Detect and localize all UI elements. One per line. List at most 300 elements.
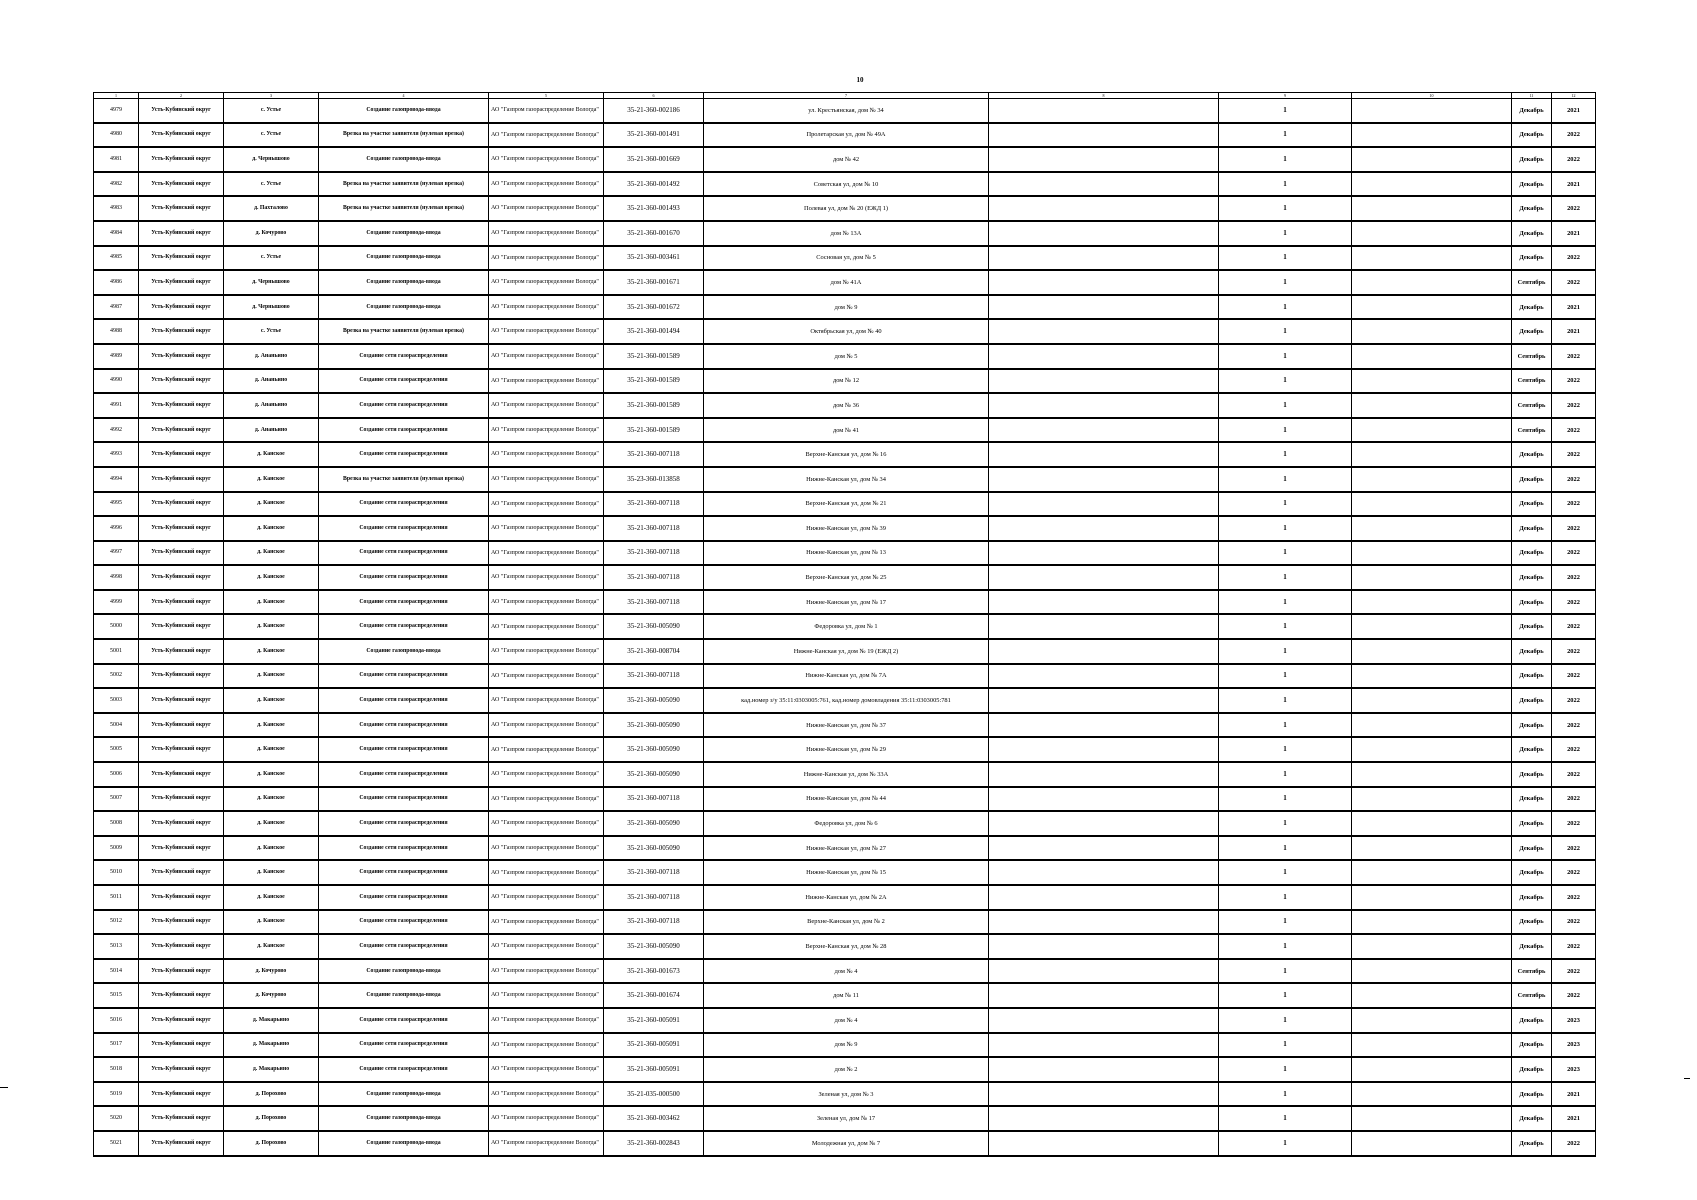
settlement-cell: д. Макарьино bbox=[224, 1033, 319, 1058]
month-cell: Декабрь bbox=[1512, 1057, 1552, 1082]
settlement-cell: д. Канское bbox=[224, 541, 319, 566]
work-type-cell: Создание сети газораспределения bbox=[319, 737, 489, 762]
organization-cell: АО "Газпром газораспределение Вологда" bbox=[489, 1131, 604, 1156]
year-cell: 2021 bbox=[1552, 1082, 1596, 1107]
quantity-cell: 1 bbox=[1219, 196, 1352, 221]
address-cell: Федоровка ул, дом № 1 bbox=[704, 614, 989, 639]
organization-cell: АО "Газпром газораспределение Вологда" bbox=[489, 270, 604, 295]
year-cell: 2022 bbox=[1552, 344, 1596, 369]
gasification-schedule-table bbox=[93, 92, 1596, 1157]
work-type-cell: Врезка на участке заявителя (нулевая врезка) bbox=[319, 196, 489, 221]
row-number-cell: 4995 bbox=[94, 492, 139, 517]
address-cell: Нижне-Канская ул, дом № 7А bbox=[704, 664, 989, 689]
column-8-cell bbox=[989, 418, 1219, 443]
application-number-cell: 35-21-360-007118 bbox=[604, 664, 704, 689]
work-type-cell: Создание сети газораспределения bbox=[319, 614, 489, 639]
quantity-cell: 1 bbox=[1219, 1033, 1352, 1058]
district-cell: Усть-Кубинский округ bbox=[139, 541, 224, 566]
settlement-cell: д. Кочурово bbox=[224, 221, 319, 246]
application-number-cell: 35-21-360-007118 bbox=[604, 860, 704, 885]
district-cell: Усть-Кубинский округ bbox=[139, 369, 224, 394]
column-10-cell bbox=[1352, 565, 1512, 590]
address-cell: Нижне-Канская ул, дом № 44 bbox=[704, 787, 989, 812]
year-cell: 2022 bbox=[1552, 196, 1596, 221]
application-number-cell: 35-21-360-005090 bbox=[604, 811, 704, 836]
month-cell: Декабрь bbox=[1512, 737, 1552, 762]
application-number-cell: 35-21-360-001492 bbox=[604, 172, 704, 197]
address-cell: Нижне-Канская ул, дом № 19 (ЕЖД 2) bbox=[704, 639, 989, 664]
row-number-cell: 5014 bbox=[94, 959, 139, 984]
month-cell: Декабрь bbox=[1512, 221, 1552, 246]
settlement-cell: д. Ананьино bbox=[224, 418, 319, 443]
address-cell: дом № 42 bbox=[704, 147, 989, 172]
column-8-cell bbox=[989, 664, 1219, 689]
table-row bbox=[94, 492, 1596, 517]
application-number-cell: 35-21-360-003462 bbox=[604, 1106, 704, 1131]
quantity-cell: 1 bbox=[1219, 99, 1352, 123]
column-header: 7 bbox=[704, 93, 989, 99]
district-cell: Усть-Кубинский округ bbox=[139, 934, 224, 959]
column-10-cell bbox=[1352, 614, 1512, 639]
quantity-cell: 1 bbox=[1219, 369, 1352, 394]
work-type-cell: Создание сети газораспределения bbox=[319, 836, 489, 861]
table-row bbox=[94, 787, 1596, 812]
quantity-cell: 1 bbox=[1219, 344, 1352, 369]
application-number-cell: 35-21-360-001671 bbox=[604, 270, 704, 295]
month-cell: Декабрь bbox=[1512, 172, 1552, 197]
month-cell: Декабрь bbox=[1512, 1131, 1552, 1156]
organization-cell: АО "Газпром газораспределение Вологда" bbox=[489, 762, 604, 787]
quantity-cell: 1 bbox=[1219, 393, 1352, 418]
row-number-cell: 5015 bbox=[94, 983, 139, 1008]
table-row bbox=[94, 762, 1596, 787]
organization-cell: АО "Газпром газораспределение Вологда" bbox=[489, 983, 604, 1008]
quantity-cell: 1 bbox=[1219, 1131, 1352, 1156]
month-cell: Сентябрь bbox=[1512, 959, 1552, 984]
row-number-cell: 4991 bbox=[94, 393, 139, 418]
district-cell: Усть-Кубинский округ bbox=[139, 196, 224, 221]
row-number-cell: 5012 bbox=[94, 910, 139, 935]
organization-cell: АО "Газпром газораспределение Вологда" bbox=[489, 713, 604, 738]
settlement-cell: д. Канское bbox=[224, 934, 319, 959]
month-cell: Декабрь bbox=[1512, 1033, 1552, 1058]
district-cell: Усть-Кубинский округ bbox=[139, 1033, 224, 1058]
year-cell: 2022 bbox=[1552, 393, 1596, 418]
organization-cell: АО "Газпром газораспределение Вологда" bbox=[489, 393, 604, 418]
column-8-cell bbox=[989, 99, 1219, 123]
district-cell: Усть-Кубинский округ bbox=[139, 885, 224, 910]
application-number-cell: 35-21-360-001493 bbox=[604, 196, 704, 221]
application-number-cell: 35-21-360-007118 bbox=[604, 565, 704, 590]
table-row bbox=[94, 688, 1596, 713]
address-cell: дом № 5 bbox=[704, 344, 989, 369]
year-cell: 2022 bbox=[1552, 713, 1596, 738]
work-type-cell: Создание сети газораспределения bbox=[319, 369, 489, 394]
column-8-cell bbox=[989, 196, 1219, 221]
year-cell: 2022 bbox=[1552, 934, 1596, 959]
month-cell: Декабрь bbox=[1512, 590, 1552, 615]
settlement-cell: д. Кочурово bbox=[224, 983, 319, 1008]
organization-cell: АО "Газпром газораспределение Вологда" bbox=[489, 688, 604, 713]
table-row bbox=[94, 369, 1596, 394]
table-row bbox=[94, 1033, 1596, 1058]
row-number-cell: 5001 bbox=[94, 639, 139, 664]
application-number-cell: 35-21-360-001669 bbox=[604, 147, 704, 172]
district-cell: Усть-Кубинский округ bbox=[139, 910, 224, 935]
organization-cell: АО "Газпром газораспределение Вологда" bbox=[489, 1008, 604, 1033]
work-type-cell: Создание газопровода-ввода bbox=[319, 270, 489, 295]
settlement-cell: д. Чернышово bbox=[224, 270, 319, 295]
column-10-cell bbox=[1352, 885, 1512, 910]
organization-cell: АО "Газпром газораспределение Вологда" bbox=[489, 295, 604, 320]
quantity-cell: 1 bbox=[1219, 614, 1352, 639]
year-cell: 2022 bbox=[1552, 565, 1596, 590]
year-cell: 2022 bbox=[1552, 688, 1596, 713]
column-8-cell bbox=[989, 811, 1219, 836]
district-cell: Усть-Кубинский округ bbox=[139, 123, 224, 148]
organization-cell: АО "Газпром газораспределение Вологда" bbox=[489, 614, 604, 639]
district-cell: Усть-Кубинский округ bbox=[139, 344, 224, 369]
row-number-cell: 4985 bbox=[94, 246, 139, 271]
work-type-cell: Создание сети газораспределения bbox=[319, 787, 489, 812]
work-type-cell: Создание газопровода-ввода bbox=[319, 639, 489, 664]
row-number-cell: 4998 bbox=[94, 565, 139, 590]
settlement-cell: д. Макарьино bbox=[224, 1008, 319, 1033]
year-cell: 2023 bbox=[1552, 1033, 1596, 1058]
quantity-cell: 1 bbox=[1219, 270, 1352, 295]
row-number-cell: 5006 bbox=[94, 762, 139, 787]
month-cell: Сентябрь bbox=[1512, 983, 1552, 1008]
year-cell: 2022 bbox=[1552, 959, 1596, 984]
column-8-cell bbox=[989, 344, 1219, 369]
work-type-cell: Создание сети газораспределения bbox=[319, 393, 489, 418]
column-10-cell bbox=[1352, 983, 1512, 1008]
quantity-cell: 1 bbox=[1219, 147, 1352, 172]
quantity-cell: 1 bbox=[1219, 737, 1352, 762]
work-type-cell: Создание сети газораспределения bbox=[319, 442, 489, 467]
address-cell: Нижне-Канская ул, дом № 17 bbox=[704, 590, 989, 615]
work-type-cell: Создание сети газораспределения bbox=[319, 885, 489, 910]
address-cell: Октябрьская ул, дом № 40 bbox=[704, 319, 989, 344]
district-cell: Усть-Кубинский округ bbox=[139, 1082, 224, 1107]
application-number-cell: 35-21-360-007118 bbox=[604, 442, 704, 467]
column-8-cell bbox=[989, 983, 1219, 1008]
table-row bbox=[94, 295, 1596, 320]
organization-cell: АО "Газпром газораспределение Вологда" bbox=[489, 516, 604, 541]
organization-cell: АО "Газпром газораспределение Вологда" bbox=[489, 885, 604, 910]
district-cell: Усть-Кубинский округ bbox=[139, 811, 224, 836]
work-type-cell: Создание газопровода-ввода bbox=[319, 99, 489, 123]
organization-cell: АО "Газпром газораспределение Вологда" bbox=[489, 99, 604, 123]
column-10-cell bbox=[1352, 418, 1512, 443]
table-row bbox=[94, 442, 1596, 467]
table-row bbox=[94, 467, 1596, 492]
column-8-cell bbox=[989, 836, 1219, 861]
row-number-cell: 5004 bbox=[94, 713, 139, 738]
row-number-cell: 5010 bbox=[94, 860, 139, 885]
month-cell: Декабрь bbox=[1512, 885, 1552, 910]
month-cell: Декабрь bbox=[1512, 713, 1552, 738]
address-cell: дом № 2 bbox=[704, 1057, 989, 1082]
month-cell: Декабрь bbox=[1512, 147, 1552, 172]
row-number-cell: 5005 bbox=[94, 737, 139, 762]
column-header: 1 bbox=[94, 93, 139, 99]
column-header: 3 bbox=[224, 93, 319, 99]
address-cell: дом № 4 bbox=[704, 959, 989, 984]
table-row bbox=[94, 196, 1596, 221]
row-number-cell: 4981 bbox=[94, 147, 139, 172]
table-row bbox=[94, 836, 1596, 861]
organization-cell: АО "Газпром газораспределение Вологда" bbox=[489, 959, 604, 984]
organization-cell: АО "Газпром газораспределение Вологда" bbox=[489, 590, 604, 615]
work-type-cell: Создание газопровода-ввода bbox=[319, 1106, 489, 1131]
address-cell: дом № 36 bbox=[704, 393, 989, 418]
row-number-cell: 4988 bbox=[94, 319, 139, 344]
column-header: 2 bbox=[139, 93, 224, 99]
application-number-cell: 35-21-360-001589 bbox=[604, 393, 704, 418]
application-number-cell: 35-21-360-005090 bbox=[604, 713, 704, 738]
application-number-cell: 35-21-360-005091 bbox=[604, 1057, 704, 1082]
settlement-cell: д. Канское bbox=[224, 590, 319, 615]
row-number-cell: 4987 bbox=[94, 295, 139, 320]
month-cell: Декабрь bbox=[1512, 860, 1552, 885]
settlement-cell: с. Устье bbox=[224, 99, 319, 123]
column-8-cell bbox=[989, 147, 1219, 172]
district-cell: Усть-Кубинский округ bbox=[139, 221, 224, 246]
row-number-cell: 5002 bbox=[94, 664, 139, 689]
organization-cell: АО "Газпром газораспределение Вологда" bbox=[489, 541, 604, 566]
column-10-cell bbox=[1352, 860, 1512, 885]
address-cell: Верхне-Канская ул, дом № 2 bbox=[704, 910, 989, 935]
work-type-cell: Создание сети газораспределения bbox=[319, 418, 489, 443]
quantity-cell: 1 bbox=[1219, 295, 1352, 320]
month-cell: Сентябрь bbox=[1512, 418, 1552, 443]
work-type-cell: Создание газопровода-ввода bbox=[319, 959, 489, 984]
column-10-cell bbox=[1352, 713, 1512, 738]
column-10-cell bbox=[1352, 295, 1512, 320]
column-8-cell bbox=[989, 1082, 1219, 1107]
quantity-cell: 1 bbox=[1219, 418, 1352, 443]
settlement-cell: д. Порохово bbox=[224, 1106, 319, 1131]
address-cell: Нижне-Канская ул, дом № 13 bbox=[704, 541, 989, 566]
work-type-cell: Создание сети газораспределения bbox=[319, 541, 489, 566]
year-cell: 2022 bbox=[1552, 639, 1596, 664]
application-number-cell: 35-21-360-007118 bbox=[604, 492, 704, 517]
district-cell: Усть-Кубинский округ bbox=[139, 1057, 224, 1082]
settlement-cell: с. Устье bbox=[224, 172, 319, 197]
table-row bbox=[94, 123, 1596, 148]
work-type-cell: Создание сети газораспределения bbox=[319, 516, 489, 541]
application-number-cell: 35-21-360-001491 bbox=[604, 123, 704, 148]
work-type-cell: Врезка на участке заявителя (нулевая врезка) bbox=[319, 467, 489, 492]
column-header: 5 bbox=[489, 93, 604, 99]
year-cell: 2022 bbox=[1552, 246, 1596, 271]
settlement-cell: д. Канское bbox=[224, 688, 319, 713]
column-8-cell bbox=[989, 172, 1219, 197]
column-10-cell bbox=[1352, 344, 1512, 369]
column-8-cell bbox=[989, 123, 1219, 148]
address-cell: дом № 12 bbox=[704, 369, 989, 394]
column-10-cell bbox=[1352, 1106, 1512, 1131]
column-10-cell bbox=[1352, 811, 1512, 836]
table-row bbox=[94, 147, 1596, 172]
settlement-cell: д. Канское bbox=[224, 664, 319, 689]
application-number-cell: 35-21-360-001589 bbox=[604, 369, 704, 394]
column-8-cell bbox=[989, 688, 1219, 713]
district-cell: Усть-Кубинский округ bbox=[139, 442, 224, 467]
settlement-cell: д. Порохово bbox=[224, 1131, 319, 1156]
district-cell: Усть-Кубинский округ bbox=[139, 737, 224, 762]
column-8-cell bbox=[989, 565, 1219, 590]
row-number-cell: 5021 bbox=[94, 1131, 139, 1156]
year-cell: 2022 bbox=[1552, 442, 1596, 467]
table-row bbox=[94, 664, 1596, 689]
district-cell: Усть-Кубинский округ bbox=[139, 664, 224, 689]
organization-cell: АО "Газпром газораспределение Вологда" bbox=[489, 442, 604, 467]
work-type-cell: Создание сети газораспределения bbox=[319, 1008, 489, 1033]
district-cell: Усть-Кубинский округ bbox=[139, 172, 224, 197]
year-cell: 2021 bbox=[1552, 1106, 1596, 1131]
column-10-cell bbox=[1352, 393, 1512, 418]
organization-cell: АО "Газпром газораспределение Вологда" bbox=[489, 737, 604, 762]
district-cell: Усть-Кубинский округ bbox=[139, 1131, 224, 1156]
table-row bbox=[94, 860, 1596, 885]
district-cell: Усть-Кубинский округ bbox=[139, 1106, 224, 1131]
settlement-cell: д. Ананьино bbox=[224, 393, 319, 418]
application-number-cell: 35-21-360-005090 bbox=[604, 737, 704, 762]
table-row bbox=[94, 934, 1596, 959]
organization-cell: АО "Газпром газораспределение Вологда" bbox=[489, 860, 604, 885]
district-cell: Усть-Кубинский округ bbox=[139, 836, 224, 861]
month-cell: Декабрь bbox=[1512, 1082, 1552, 1107]
table-row bbox=[94, 1106, 1596, 1131]
column-8-cell bbox=[989, 787, 1219, 812]
settlement-cell: д. Канское bbox=[224, 836, 319, 861]
application-number-cell: 35-21-360-005090 bbox=[604, 934, 704, 959]
quantity-cell: 1 bbox=[1219, 1106, 1352, 1131]
district-cell: Усть-Кубинский округ bbox=[139, 959, 224, 984]
settlement-cell: д. Пахталово bbox=[224, 196, 319, 221]
column-10-cell bbox=[1352, 934, 1512, 959]
row-number-cell: 5019 bbox=[94, 1082, 139, 1107]
year-cell: 2022 bbox=[1552, 492, 1596, 517]
quantity-cell: 1 bbox=[1219, 442, 1352, 467]
row-number-cell: 5008 bbox=[94, 811, 139, 836]
quantity-cell: 1 bbox=[1219, 492, 1352, 517]
year-cell: 2022 bbox=[1552, 516, 1596, 541]
organization-cell: АО "Газпром газораспределение Вологда" bbox=[489, 1033, 604, 1058]
quantity-cell: 1 bbox=[1219, 172, 1352, 197]
year-cell: 2022 bbox=[1552, 467, 1596, 492]
column-8-cell bbox=[989, 1008, 1219, 1033]
column-8-cell bbox=[989, 860, 1219, 885]
district-cell: Усть-Кубинский округ bbox=[139, 688, 224, 713]
column-10-cell bbox=[1352, 442, 1512, 467]
organization-cell: АО "Газпром газораспределение Вологда" bbox=[489, 787, 604, 812]
district-cell: Усть-Кубинский округ bbox=[139, 516, 224, 541]
work-type-cell: Создание сети газораспределения bbox=[319, 910, 489, 935]
year-cell: 2022 bbox=[1552, 614, 1596, 639]
column-8-cell bbox=[989, 270, 1219, 295]
column-10-cell bbox=[1352, 762, 1512, 787]
table-row bbox=[94, 910, 1596, 935]
column-8-cell bbox=[989, 713, 1219, 738]
work-type-cell: Создание газопровода-ввода bbox=[319, 295, 489, 320]
address-cell: Нижне-Канская ул, дом № 15 bbox=[704, 860, 989, 885]
quantity-cell: 1 bbox=[1219, 860, 1352, 885]
work-type-cell: Создание сети газораспределения bbox=[319, 860, 489, 885]
column-8-cell bbox=[989, 246, 1219, 271]
quantity-cell: 1 bbox=[1219, 1082, 1352, 1107]
year-cell: 2022 bbox=[1552, 1131, 1596, 1156]
application-number-cell: 35-21-360-007118 bbox=[604, 885, 704, 910]
column-10-cell bbox=[1352, 196, 1512, 221]
month-cell: Декабрь bbox=[1512, 664, 1552, 689]
application-number-cell: 35-21-360-002843 bbox=[604, 1131, 704, 1156]
district-cell: Усть-Кубинский округ bbox=[139, 467, 224, 492]
district-cell: Усть-Кубинский округ bbox=[139, 713, 224, 738]
organization-cell: АО "Газпром газораспределение Вологда" bbox=[489, 467, 604, 492]
row-number-cell: 5000 bbox=[94, 614, 139, 639]
quantity-cell: 1 bbox=[1219, 467, 1352, 492]
table-row bbox=[94, 541, 1596, 566]
quantity-cell: 1 bbox=[1219, 983, 1352, 1008]
table-row bbox=[94, 639, 1596, 664]
application-number-cell: 35-21-360-005090 bbox=[604, 688, 704, 713]
district-cell: Усть-Кубинский округ bbox=[139, 614, 224, 639]
month-cell: Декабрь bbox=[1512, 492, 1552, 517]
settlement-cell: д. Чернышово bbox=[224, 295, 319, 320]
month-cell: Декабрь bbox=[1512, 639, 1552, 664]
month-cell: Сентябрь bbox=[1512, 270, 1552, 295]
application-number-cell: 35-21-360-001672 bbox=[604, 295, 704, 320]
settlement-cell: д. Ананьино bbox=[224, 369, 319, 394]
column-10-cell bbox=[1352, 319, 1512, 344]
settlement-cell: д. Канское bbox=[224, 860, 319, 885]
application-number-cell: 35-21-360-005090 bbox=[604, 836, 704, 861]
district-cell: Усть-Кубинский округ bbox=[139, 983, 224, 1008]
address-cell: дом № 13А bbox=[704, 221, 989, 246]
row-number-cell: 5007 bbox=[94, 787, 139, 812]
district-cell: Усть-Кубинский округ bbox=[139, 418, 224, 443]
address-cell: Федоровка ул, дом № 6 bbox=[704, 811, 989, 836]
table-row bbox=[94, 344, 1596, 369]
work-type-cell: Создание сети газораспределения bbox=[319, 590, 489, 615]
address-cell: дом № 9 bbox=[704, 1033, 989, 1058]
table-row bbox=[94, 737, 1596, 762]
column-8-cell bbox=[989, 442, 1219, 467]
column-8-cell bbox=[989, 1106, 1219, 1131]
work-type-cell: Создание сети газораспределения bbox=[319, 1033, 489, 1058]
work-type-cell: Создание сети газораспределения bbox=[319, 811, 489, 836]
district-cell: Усть-Кубинский округ bbox=[139, 270, 224, 295]
year-cell: 2021 bbox=[1552, 295, 1596, 320]
month-cell: Декабрь bbox=[1512, 1008, 1552, 1033]
column-10-cell bbox=[1352, 516, 1512, 541]
settlement-cell: д. Канское bbox=[224, 811, 319, 836]
table-row bbox=[94, 246, 1596, 271]
column-10-cell bbox=[1352, 737, 1512, 762]
address-cell: кад.номер з/у 35:11:0303005:761, кад.номер домовладения 35:11:0303005:781 bbox=[704, 688, 989, 713]
column-10-cell bbox=[1352, 959, 1512, 984]
year-cell: 2022 bbox=[1552, 147, 1596, 172]
row-number-cell: 5018 bbox=[94, 1057, 139, 1082]
column-8-cell bbox=[989, 221, 1219, 246]
organization-cell: АО "Газпром газораспределение Вологда" bbox=[489, 123, 604, 148]
year-cell: 2022 bbox=[1552, 590, 1596, 615]
row-number-cell: 4983 bbox=[94, 196, 139, 221]
row-number-cell: 4982 bbox=[94, 172, 139, 197]
